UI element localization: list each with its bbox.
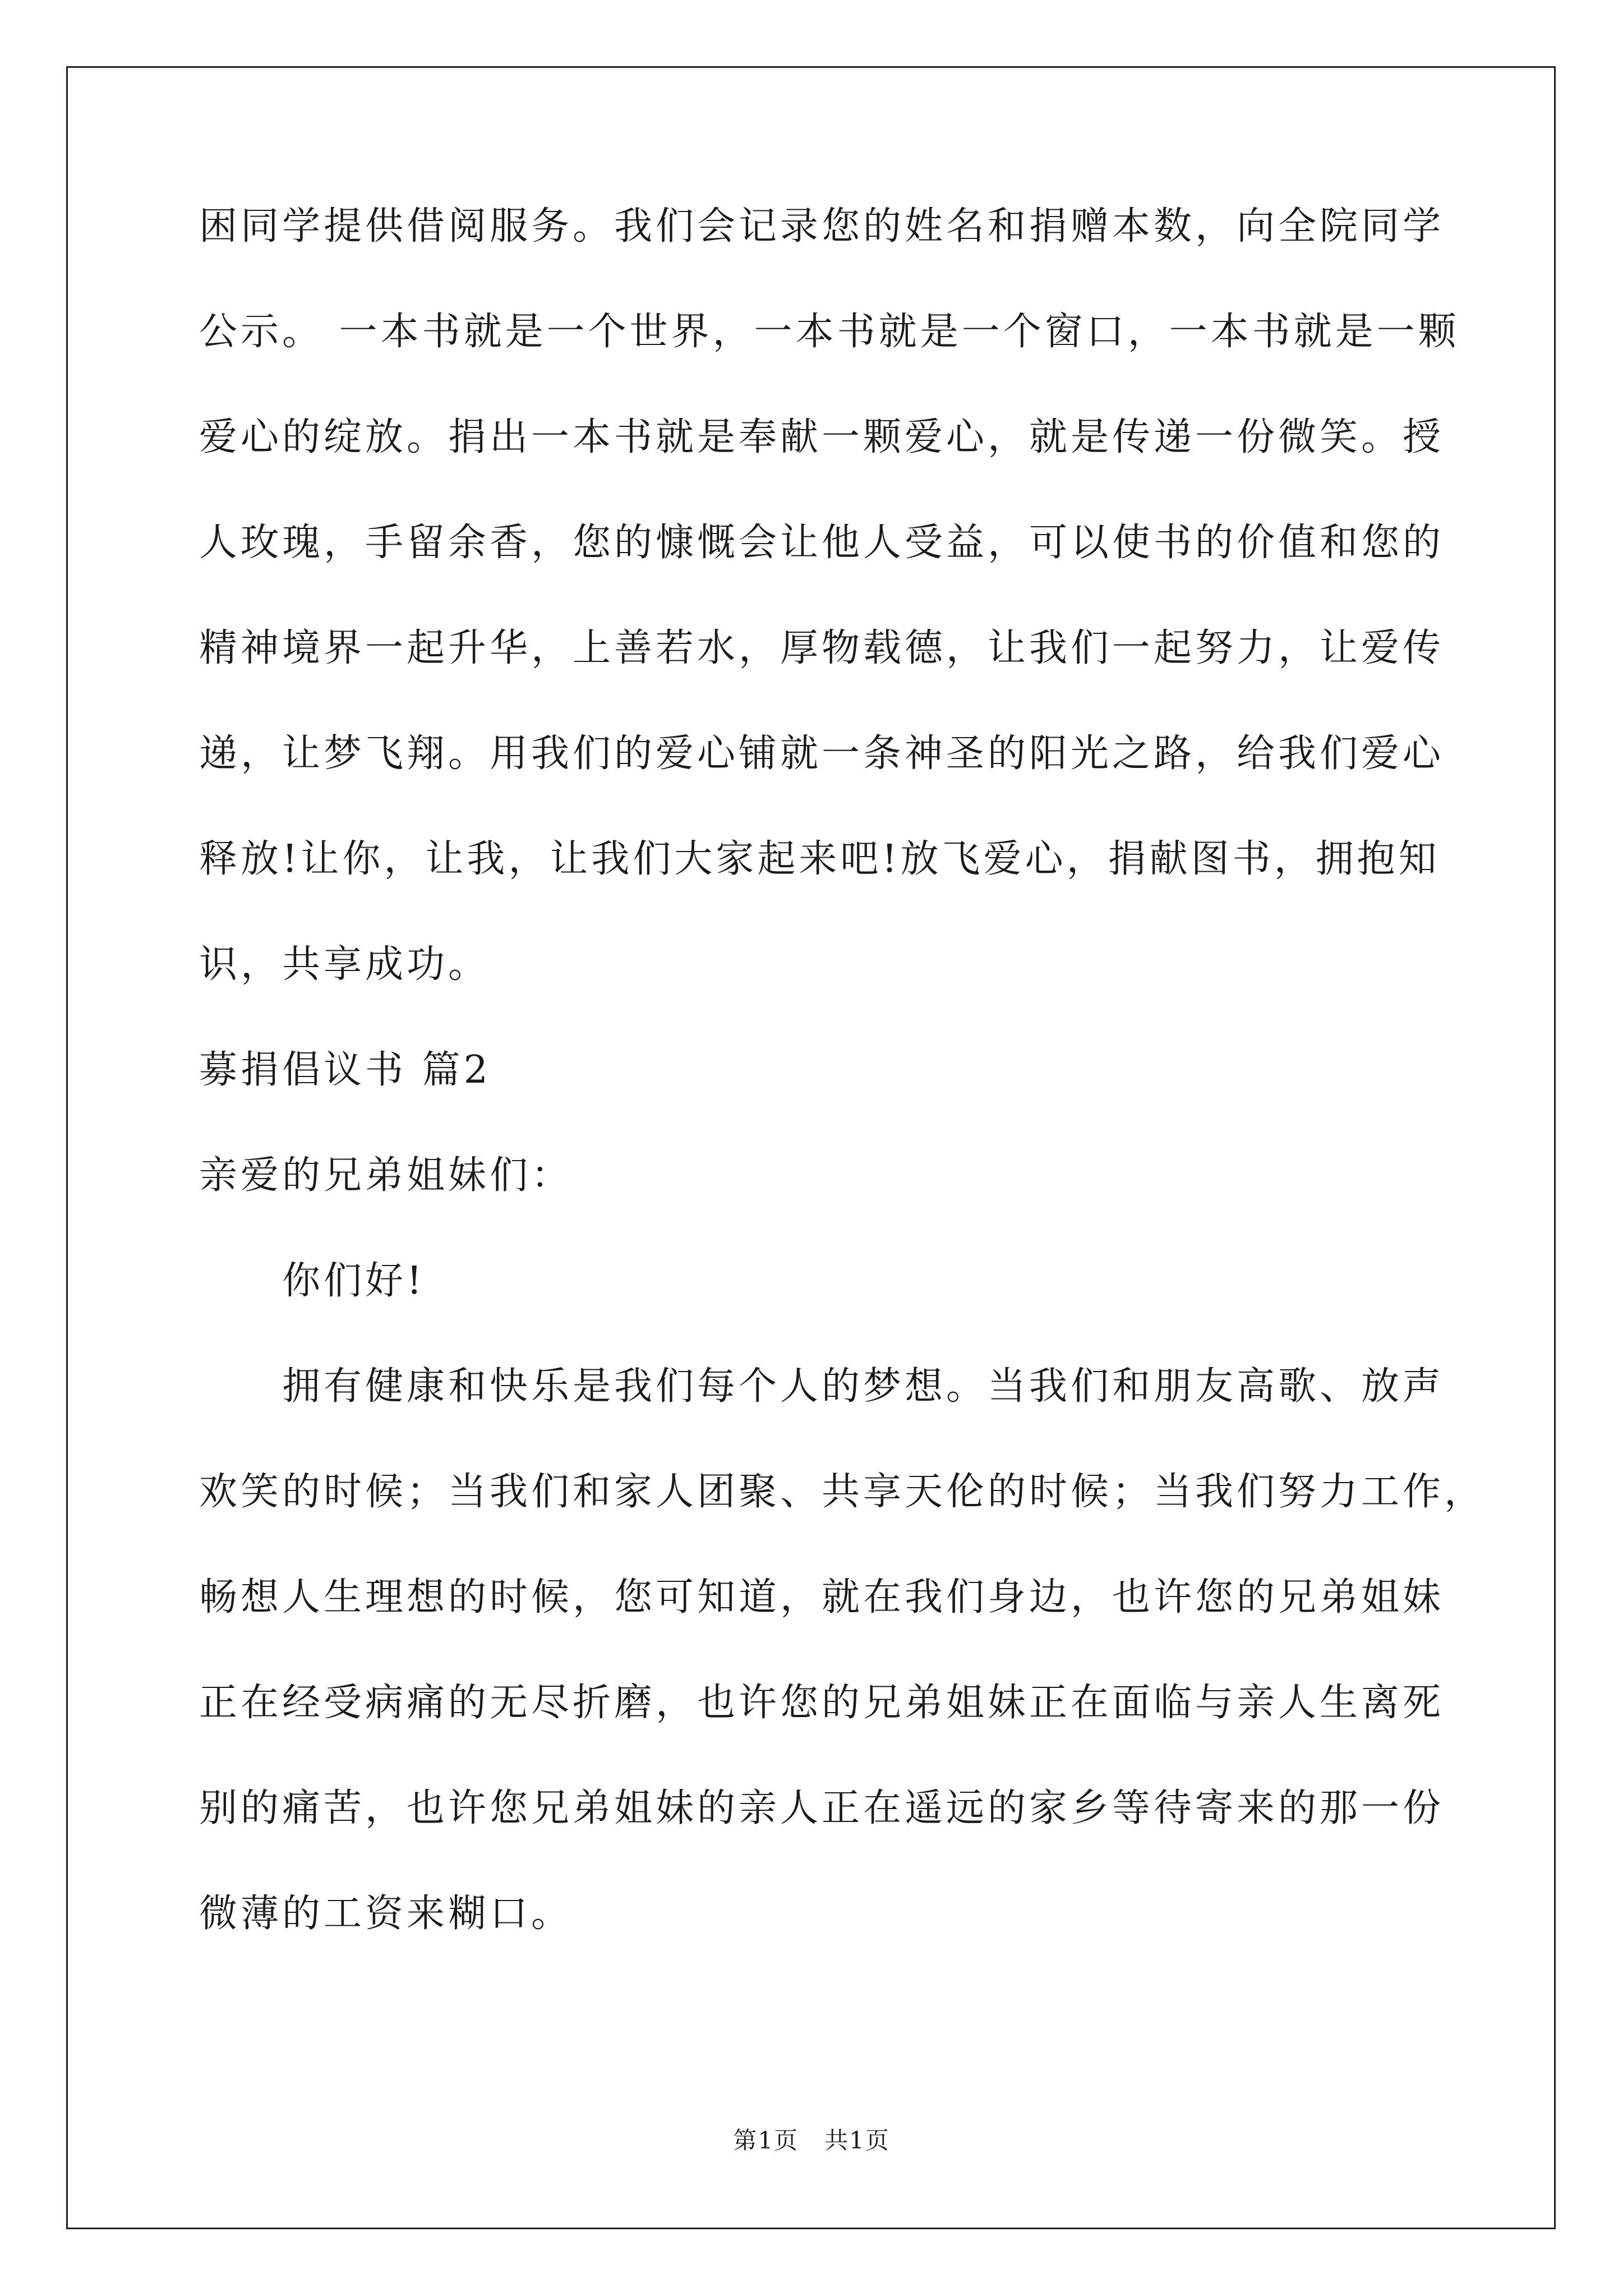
greeting: 你们好! — [282, 1259, 426, 1303]
page-footer: 第1页 共1页 — [733, 2127, 890, 2154]
text-line: 递，让梦飞翔。用我们的爱心铺就一条神圣的阳光之路，给我们爱心 — [199, 731, 1445, 776]
salutation: 亲爱的兄弟姐妹们： — [199, 1153, 573, 1198]
section-title: 募捐倡议书 篇2 — [199, 1048, 491, 1092]
text-line: 困同学提供借阅服务。我们会记录您的姓名和捐赠本数，向全院同学 — [199, 204, 1445, 249]
text-line: 别的痛苦，也许您兄弟姐妹的亲人正在遥远的家乡等待寄来的那一份 — [199, 1786, 1445, 1830]
document-body — [199, 204, 1486, 2000]
text-line: 畅想人生理想的时候，您可知道，就在我们身边，也许您的兄弟姐妹 — [199, 1575, 1445, 1619]
text-line: 欢笑的时候；当我们和家人团聚、共享天伦的时候；当我们努力工作， — [199, 1470, 1486, 1514]
text-line: 识，共享成功。 — [199, 942, 490, 987]
text-line: 爱心的绽放。捐出一本书就是奉献一颗爱心，就是传递一份微笑。授 — [199, 415, 1445, 459]
text-line: 正在经受病痛的无尽折磨，也许您的兄弟姐妹正在面临与亲人生离死 — [199, 1681, 1445, 1725]
text-line: 微薄的工资来糊口。 — [199, 1892, 573, 1936]
text-line: 精神境界一起升华，上善若水，厚物载德，让我们一起努力，让爱传 — [199, 626, 1445, 670]
text-line: 公示。 一本书就是一个世界，一本书就是一个窗口，一本书就是一颗 — [199, 310, 1460, 354]
text-line: 拥有健康和快乐是我们每个人的梦想。当我们和朋友高歌、放声 — [282, 1364, 1445, 1409]
text-line: 释放!让你，让我，让我们大家起来吧!放飞爱心，捐献图书，拥抱知 — [199, 837, 1440, 881]
text-line: 人玫瑰，手留余香，您的慷慨会让他人受益，可以使书的价值和您的 — [199, 521, 1445, 565]
